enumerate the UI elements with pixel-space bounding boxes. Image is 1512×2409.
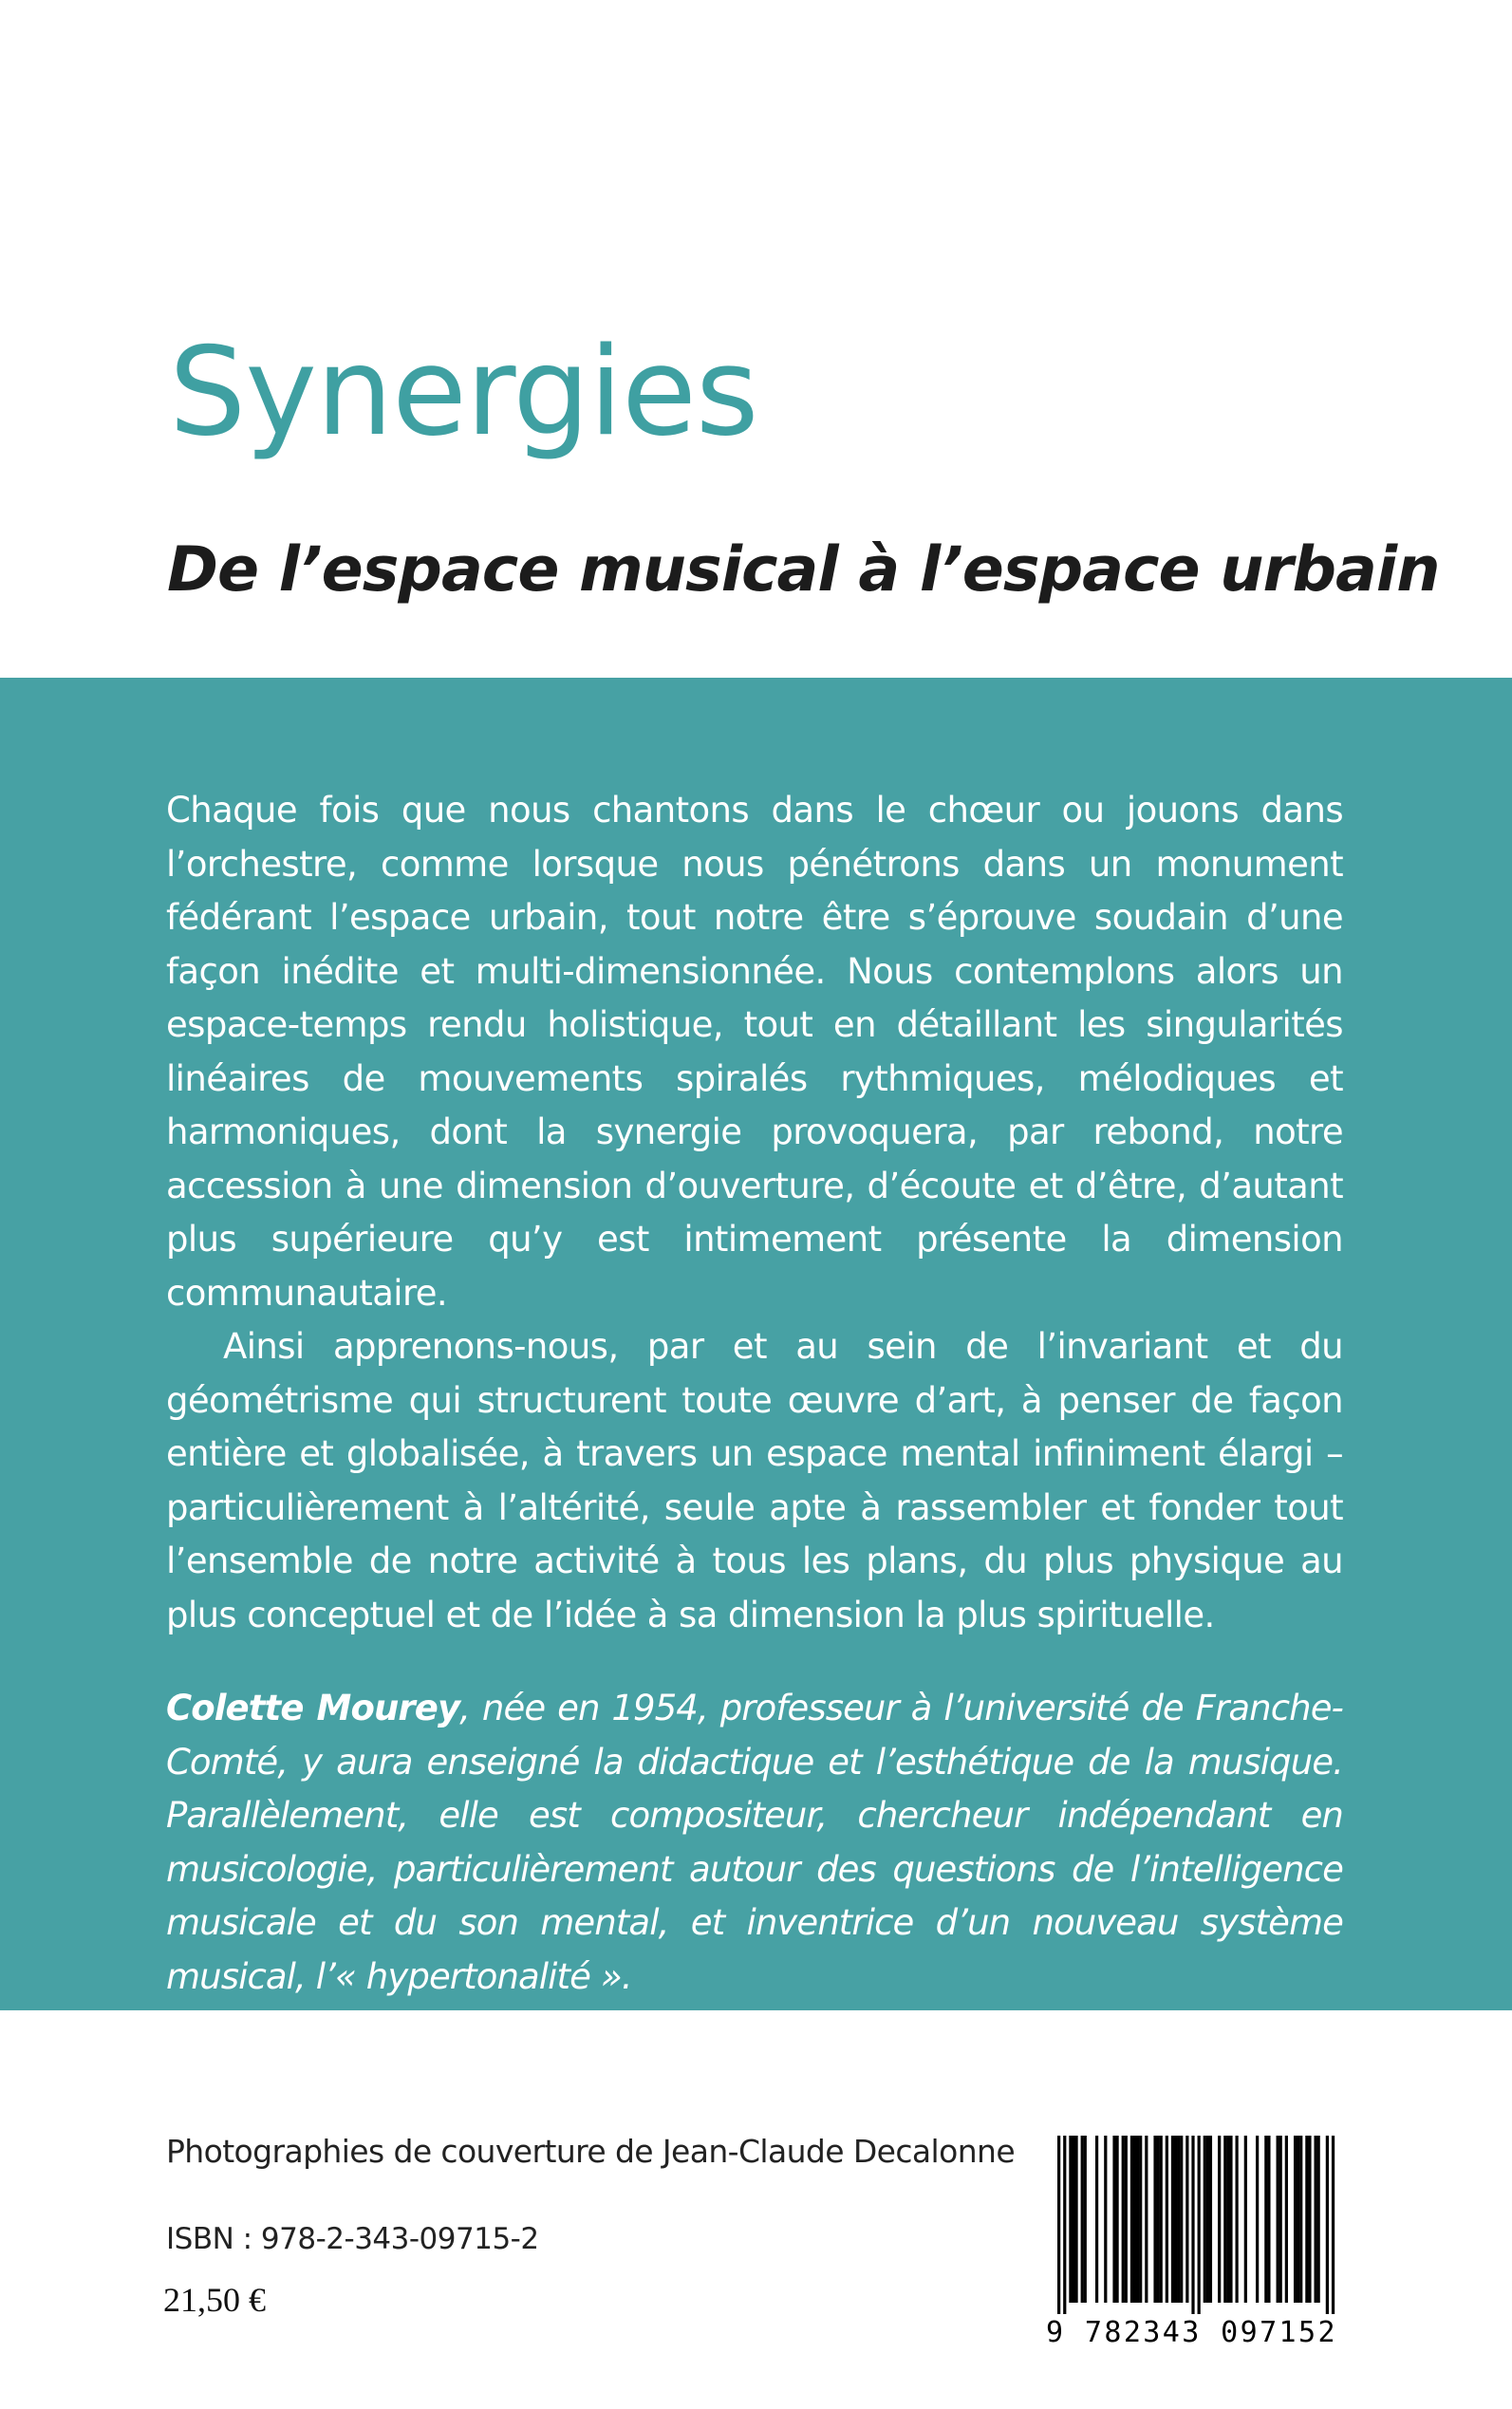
- summary-paragraph-1: Chaque fois que nous chantons dans le chœur ou jouons dans l’orchestre, comme lorsque nous pénétrons dans un monument fédérant l’espace urbain, tout notre être s’éprouve soudain d’une façon inédite et multi-dimensionnée. Nous contemplons alors un espace-temps rendu holistique, tout en détaillant les singularités linéaires de mouvements spiralés rythmiques, mélodiques et harmoniques, dont la synergie provoquera, par rebond, notre accession à une dimension d’ouverture, d’écoute et d’être, d’autant plus supérieure qu’y est intimement présente la dimension communautaire.: [166, 790, 1343, 1314]
- barcode-bar: [1157, 2136, 1160, 2303]
- barcode-bar: [1218, 2136, 1221, 2303]
- barcode-bar: [1115, 2136, 1118, 2303]
- barcode-bars: [1046, 2136, 1336, 2314]
- barcode-bar: [1174, 2136, 1177, 2303]
- barcode-bar: [1153, 2136, 1156, 2303]
- barcode-bar: [1314, 2136, 1316, 2303]
- barcode-bar: [1122, 2136, 1125, 2303]
- barcode-digits: 9 782343 097152: [1046, 2316, 1337, 2349]
- barcode-bar: [1332, 2136, 1335, 2314]
- summary-band: [0, 678, 1512, 2010]
- barcode-bar: [1139, 2136, 1142, 2303]
- barcode-bar: [1277, 2136, 1279, 2303]
- isbn: ISBN : 978-2-343-09715-2: [166, 2222, 539, 2256]
- barcode-bar: [1267, 2136, 1270, 2303]
- summary-paragraph-2: Ainsi apprenons-nous, par et au sein de l’invariant et du géométrisme qui structurent toute œuvre d’art, à penser de façon entière et globalisée, à travers un espace mental infiniment élargi – particulièrement à l’altérité, seule apte à rassembler et fonder tout l’ensemble de notre activité à tous les plans, du plus physique au plus conceptuel et de l’idée à sa dimension la plus spirituelle.: [166, 1326, 1343, 1635]
- barcode-bar: [1223, 2136, 1226, 2303]
- barcode-bar: [1160, 2136, 1163, 2303]
- barcode-bar: [1104, 2136, 1107, 2303]
- book-title: Synergies: [169, 322, 758, 463]
- barcode-bar: [1057, 2136, 1060, 2314]
- barcode-bar: [1317, 2136, 1320, 2303]
- book-subtitle: De l’espace musical à l’espace urbain: [167, 534, 1440, 606]
- barcode-bar: [1297, 2136, 1299, 2303]
- barcode-bar: [1204, 2136, 1206, 2303]
- author-name: Colette Mourey: [166, 1688, 460, 1728]
- barcode-bar: [1130, 2136, 1133, 2303]
- barcode-bar: [1136, 2136, 1139, 2303]
- barcode-bar: [1305, 2136, 1308, 2303]
- barcode-bar: [1308, 2136, 1311, 2303]
- barcode-bar: [1256, 2136, 1259, 2303]
- barcode-bar: [1112, 2136, 1115, 2303]
- barcode-bar: [1226, 2136, 1229, 2303]
- barcode-bar: [1180, 2136, 1183, 2303]
- summary-text: [166, 784, 1343, 2004]
- barcode-bar: [1133, 2136, 1136, 2303]
- barcode-bar: [1084, 2136, 1087, 2303]
- barcode-bar: [1209, 2136, 1212, 2303]
- barcode-bar: [1198, 2136, 1201, 2314]
- price: 21,50 €: [163, 2281, 266, 2319]
- barcode-bar: [1299, 2136, 1302, 2303]
- barcode-bar: [1125, 2136, 1128, 2303]
- barcode-bar: [1145, 2136, 1148, 2303]
- barcode-bar: [1177, 2136, 1180, 2303]
- barcode-bar: [1063, 2136, 1066, 2314]
- barcode-bar: [1166, 2136, 1168, 2303]
- barcode-bar: [1171, 2136, 1174, 2303]
- barcode-bar: [1294, 2136, 1297, 2303]
- barcode-bar: [1206, 2136, 1209, 2303]
- barcode-bar: [1326, 2136, 1329, 2314]
- barcode-bar: [1229, 2136, 1232, 2303]
- barcode-bar: [1191, 2136, 1194, 2314]
- barcode-bar: [1264, 2136, 1267, 2303]
- barcode-bar: [1069, 2136, 1072, 2303]
- barcode-bar: [1081, 2136, 1084, 2303]
- barcode-bar: [1185, 2136, 1188, 2303]
- barcode-bar: [1285, 2136, 1288, 2303]
- barcode-bar: [1244, 2136, 1247, 2303]
- barcode-bar: [1095, 2136, 1098, 2303]
- barcode-bar: [1074, 2136, 1077, 2303]
- photo-credit: Photographies de couverture de Jean-Claude Decalonne: [166, 2133, 1016, 2170]
- author-bio: [166, 1682, 1343, 2004]
- barcode: [1046, 2136, 1337, 2349]
- barcode-bar: [1072, 2136, 1074, 2303]
- barcode-bar: [1279, 2136, 1282, 2303]
- author-bio-text: , née en 1954, professeur à l’université de Franche-Comté, y aura enseigné la didactique et l’esthétique de la musique. Parallèlement, elle est compositeur, chercheur indépendant en musicologie, particulièrement autour des questions de l’intelligence musicale et du son mental, et inventrice d’un nouveau système musical, l’« hypertonalité ».: [166, 1688, 1344, 1997]
- barcode-bar: [1235, 2136, 1238, 2303]
